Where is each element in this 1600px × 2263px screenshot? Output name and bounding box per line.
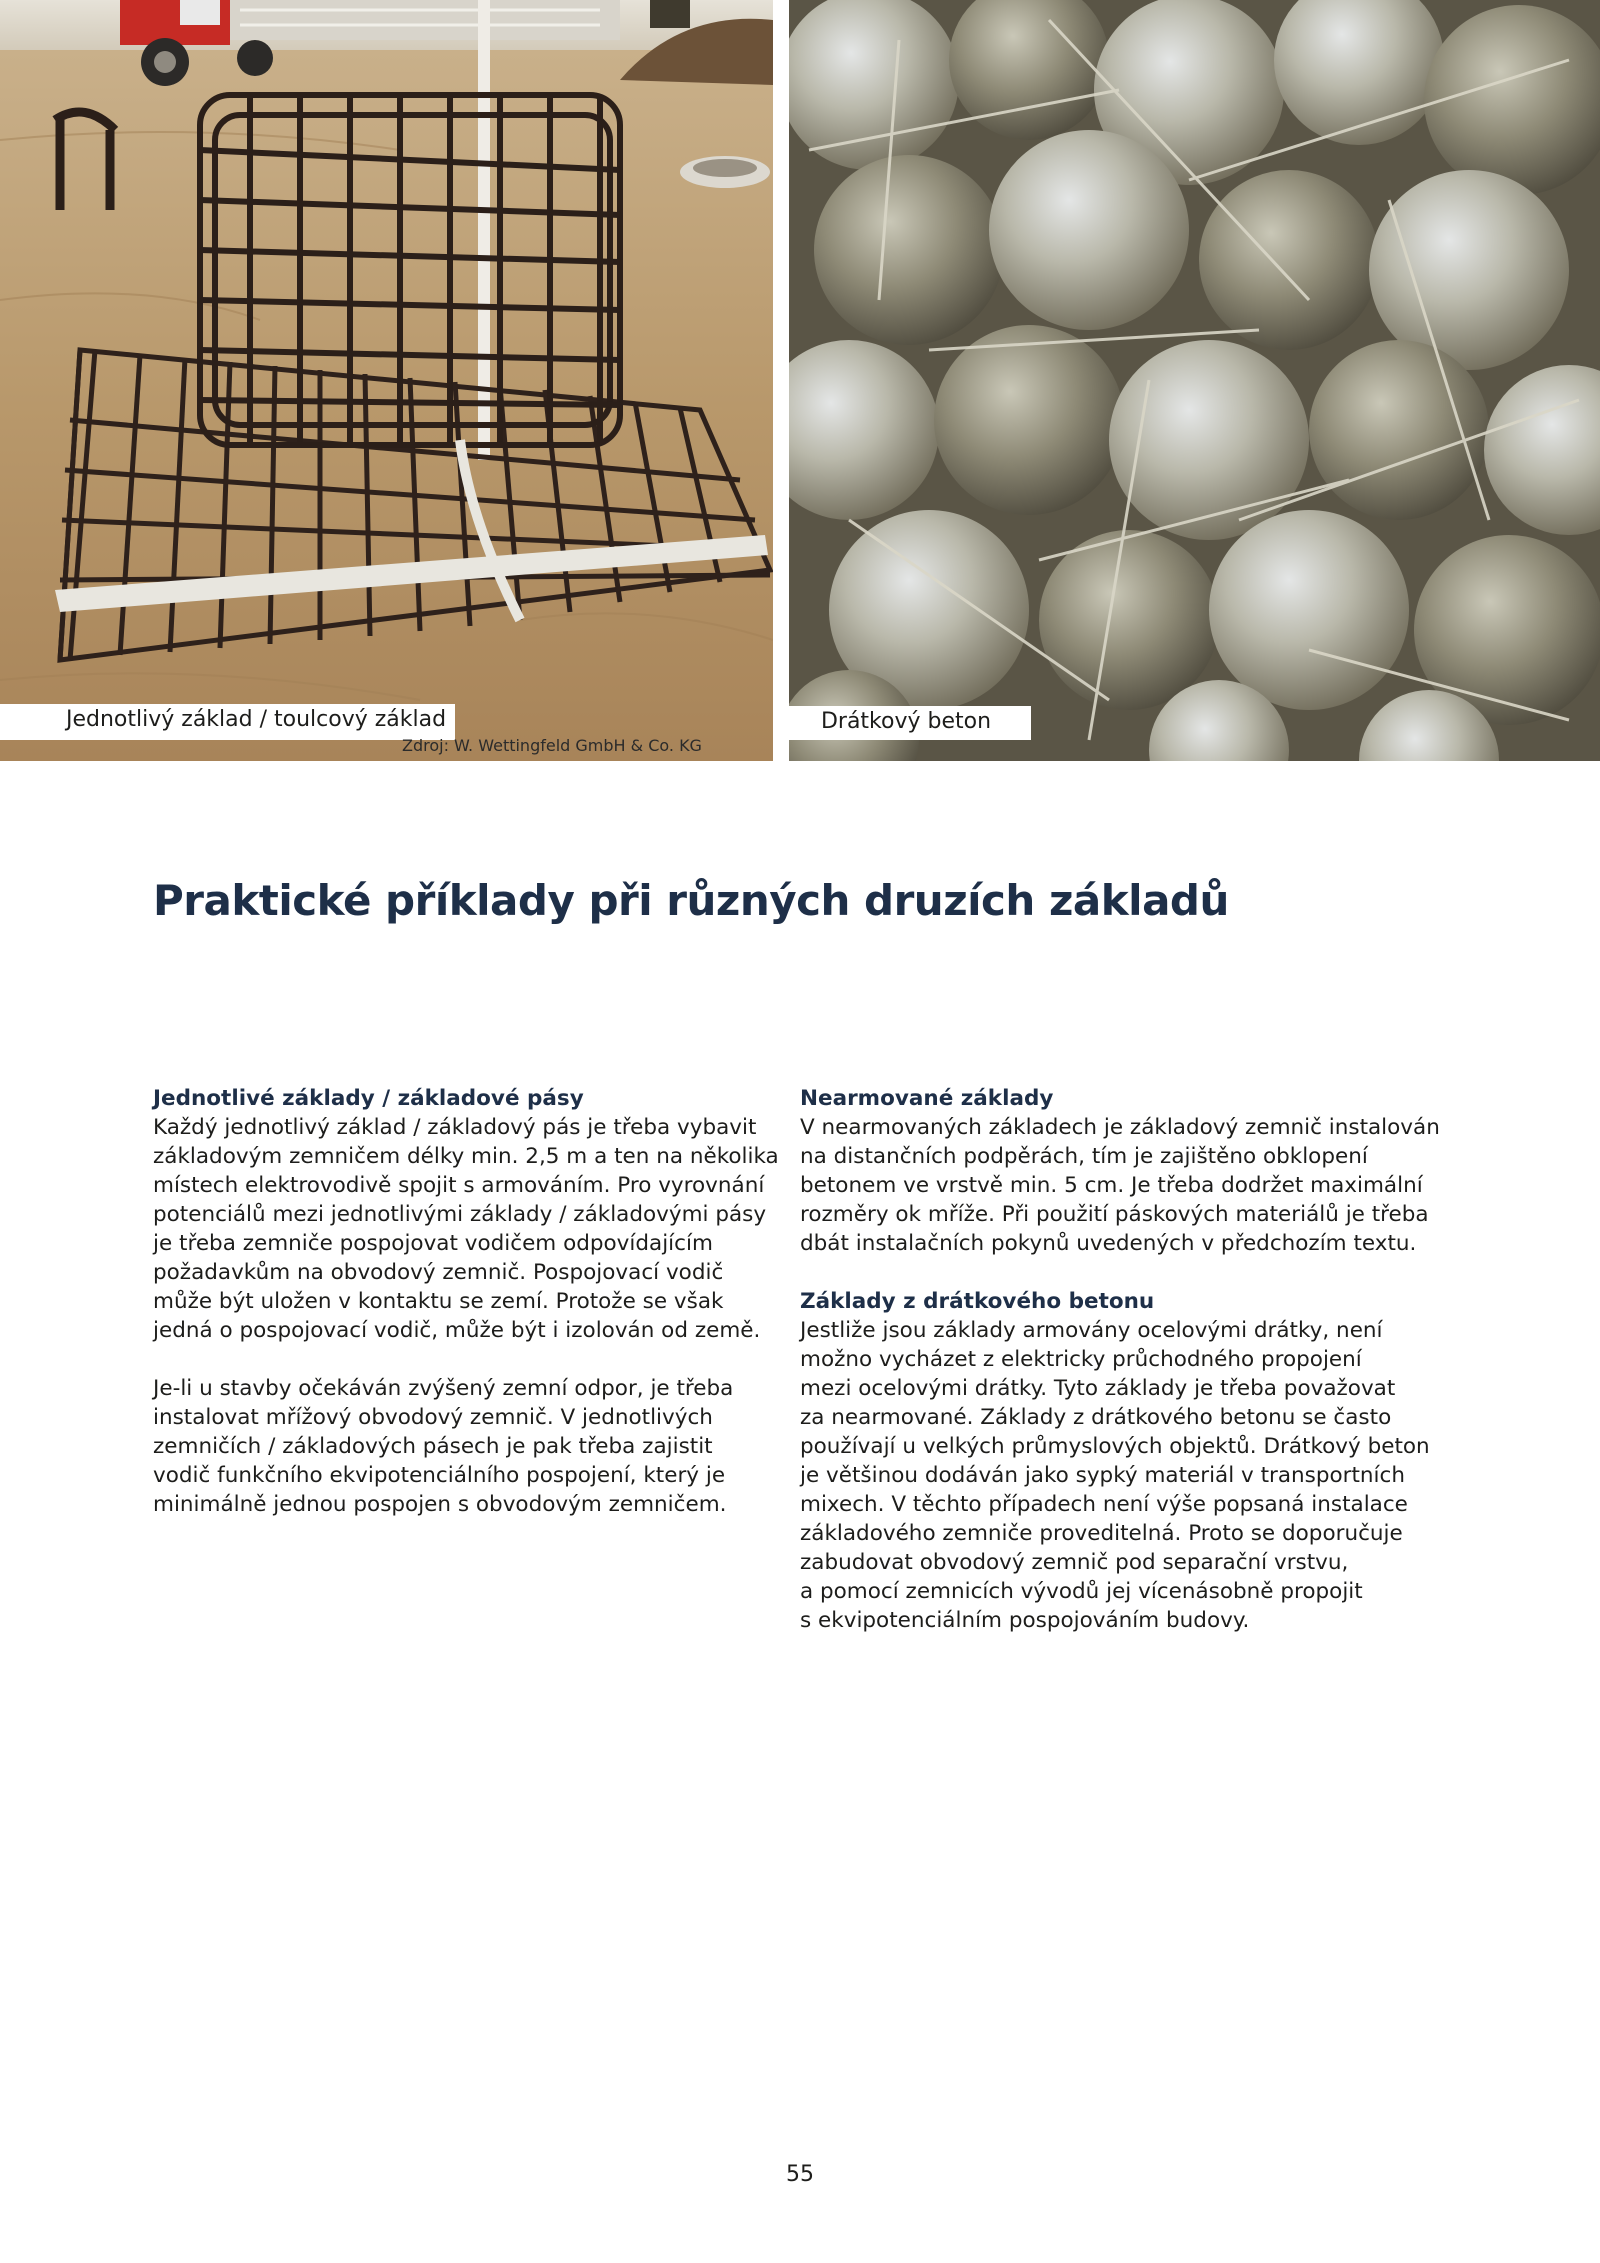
text-line: je třeba zemniče pospojovat vodičem odpovídajícím [153, 1231, 713, 1256]
section-heading-single-foundations: Jednotlivé základy / základové pásy [153, 1086, 584, 1111]
caption-left-text: Jednotlivý základ / toulcový základ [66, 707, 447, 732]
text-line: mixech. V těchto případech není výše popsaná instalace [800, 1492, 1408, 1517]
text-line: rozměry ok mříže. Při použití páskových materiálů je třeba [800, 1202, 1429, 1227]
text-line: minimálně jednou pospojen s obvodovým zemničem. [153, 1492, 727, 1517]
text-line: a pomocí zemnicích vývodů jej vícenásobně propojit [800, 1579, 1363, 1604]
text-line: na distančních podpěrách, tím je zajištěno obklopení [800, 1144, 1368, 1169]
paragraph-single-foundations-1 [153, 1113, 793, 1345]
text-line: potenciálů mezi jednotlivými základy / základovými pásy [153, 1202, 767, 1227]
text-line: dbát instalačních pokynů uvedených v předchozím textu. [800, 1231, 1417, 1256]
section-heading-fiber-concrete: Základy z drátkového betonu [800, 1289, 1155, 1314]
text-line: možno vycházet z elektricky průchodného propojení [800, 1347, 1362, 1372]
photo-rebar-cage [0, 0, 773, 761]
text-line: betonem ve vrstvě min. 5 cm. Je třeba dodržet maximální [800, 1173, 1423, 1198]
paragraph-fiber-concrete [800, 1316, 1430, 1635]
text-line: jedná o pospojovací vodič, může být i izolován od země. [153, 1318, 761, 1343]
paragraph-single-foundations-2 [153, 1374, 793, 1519]
text-line: s ekvipotenciálním pospojováním budovy. [800, 1608, 1250, 1633]
text-line: požadavkům na obvodový zemnič. Pospojovací vodič [153, 1260, 724, 1285]
photo-caption-left [0, 704, 455, 740]
rebar-cage-illustration [0, 0, 773, 761]
section-heading-unreinforced: Nearmované základy [800, 1086, 1054, 1111]
fiber-concrete-illustration [789, 0, 1600, 761]
photo-credit: Zdroj: W. Wettingfeld GmbH & Co. KG [402, 736, 702, 755]
paragraph-gap [800, 1258, 1420, 1287]
page-title: Praktické příklady při různých druzích základů [153, 876, 1229, 925]
paragraph-gap [153, 1345, 793, 1374]
text-line: mezi ocelovými drátky. Tyto základy je třeba považovat [800, 1376, 1396, 1401]
text-line: místech elektrovodivě spojit s armováním. Pro vyrovnání [153, 1173, 765, 1198]
text-line: vodič funkčního ekvipotenciálního pospojení, který je [153, 1463, 726, 1488]
text-line: používají u velkých průmyslových objektů. Drátkový beton [800, 1434, 1430, 1459]
text-line: zemničích / základových pásech je pak třeba zajistit [153, 1434, 713, 1459]
photo-fiber-concrete [789, 0, 1600, 761]
text-line: základovým zemničem délky min. 2,5 m a ten na několika [153, 1144, 779, 1169]
photo-caption-right [789, 706, 1031, 740]
caption-right-text: Drátkový beton [820, 709, 992, 734]
text-line: může být uložen v kontaktu se zemí. Protože se však [153, 1289, 724, 1314]
paragraph-unreinforced [800, 1113, 1440, 1258]
text-line: Každý jednotlivý základ / základový pás je třeba vybavit [153, 1115, 757, 1140]
text-line: za nearmované. Základy z drátkového betonu se často [800, 1405, 1392, 1430]
text-line: Je-li u stavby očekáván zvýšený zemní odpor, je třeba [153, 1376, 734, 1401]
text-line: zabudovat obvodový zemnič pod separační vrstvu, [800, 1550, 1349, 1575]
text-line: základového zemniče proveditelná. Proto se doporučuje [800, 1521, 1403, 1546]
text-line: je většinou dodáván jako sypký materiál v transportních [800, 1463, 1405, 1488]
text-line: V nearmovaných základech je základový zemnič instalován [800, 1115, 1440, 1140]
text-line: Jestliže jsou základy armovány ocelovými drátky, není [800, 1318, 1383, 1343]
right-column [800, 1084, 1440, 1635]
page-number: 55 [786, 2162, 814, 2187]
text-line: instalovat mřížový obvodový zemnič. V jednotlivých [153, 1405, 713, 1430]
left-column [153, 1084, 793, 1519]
